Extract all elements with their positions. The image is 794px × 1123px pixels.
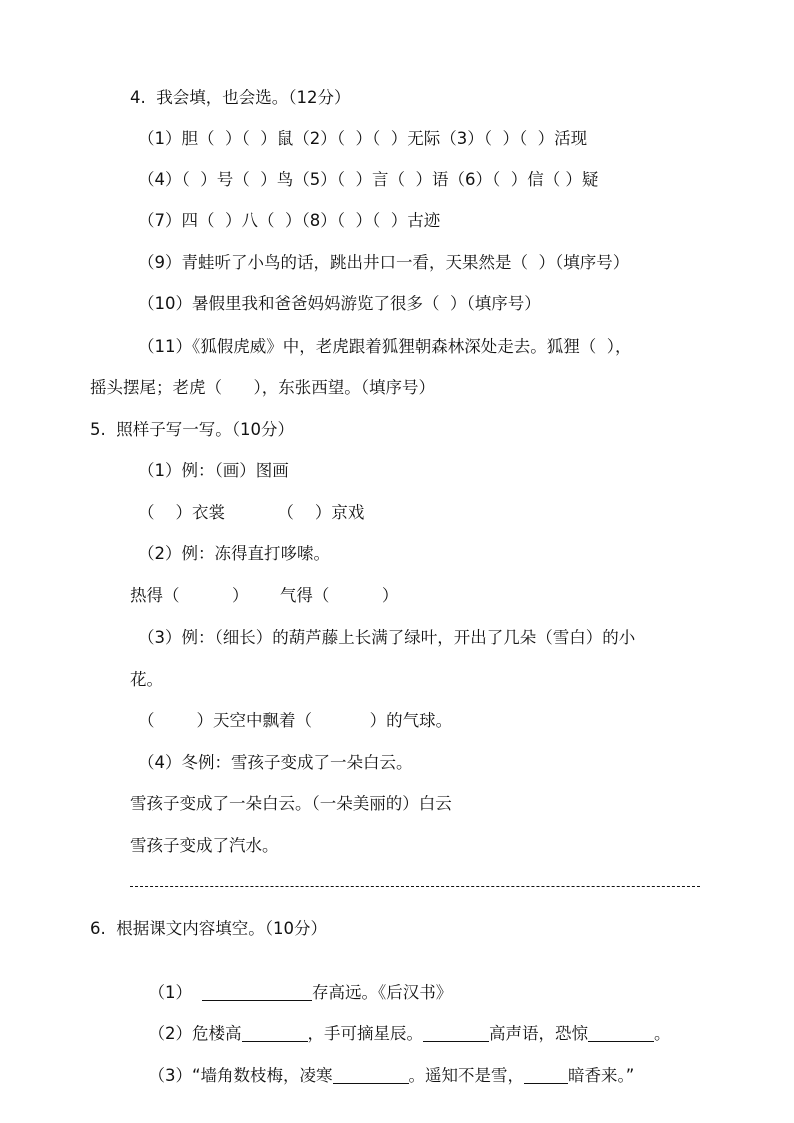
q5-example-2: （2）例：冻得直打哆嗦。 <box>138 544 330 563</box>
q6-item-3-blank-2[interactable] <box>524 1067 568 1084</box>
q5-example-3a: （3）例：（细长）的葫芦藤上长满了绿叶，开出了几朵（雪白）的小 <box>138 628 636 647</box>
q5-example-3b: 花。 <box>130 670 163 689</box>
q4-line-4: （9）青蛙听了小鸟的话，跳出井口一看，天果然是（ ）（填序号） <box>138 253 630 272</box>
q6-item-2-part-d: 。 <box>654 1024 671 1043</box>
q6-item-2 <box>138 1001 671 1045</box>
q5-example-1-answer: （ ）衣裳 （ ）京戏 <box>138 503 365 522</box>
q5-title: 5. 照样子写一写。（10分） <box>90 420 294 439</box>
q6-title: 6. 根据课文内容填空。（10分） <box>90 919 327 938</box>
q6-item-1-text: 存高远。《后汉书》 <box>312 983 453 1002</box>
q5-example-2-answer: 热得（ ） 气得（ ） <box>130 586 399 605</box>
q6-item-3-blank-1[interactable] <box>333 1067 409 1084</box>
q6-item-3-part-a: （3）“墙角数枝梅，凌寒 <box>148 1066 333 1085</box>
q6-item-2-blank-3[interactable] <box>588 1025 654 1042</box>
answer-dashed-line <box>130 886 700 887</box>
q5-example-1: （1）例：（画）图画 <box>138 461 289 480</box>
q5-example-4-line-2: 雪孩子变成了汽水。 <box>130 836 279 855</box>
q4-line-2: （4）（ ）号（ ）鸟（5）（ ）言（ ）语（6）（ ）信（ ）疑 <box>138 170 599 189</box>
q6-item-1-blank[interactable] <box>202 984 312 1001</box>
q4-line-6a: （11）《狐假虎威》中，老虎跟着狐狸朝森林深处走去。狐狸（ ）， <box>138 337 632 356</box>
q4-line-5: （10）暑假里我和爸爸妈妈游览了很多（ ）（填序号） <box>138 294 541 313</box>
q5-example-3-answer: （ ）天空中飘着（ ）的气球。 <box>138 711 453 730</box>
q6-item-2-blank-2[interactable] <box>423 1025 489 1042</box>
q5-example-4-line-1: 雪孩子变成了一朵白云。（一朵美丽的）白云 <box>130 794 452 813</box>
q4-title: 4. 我会填，也会选。（12分） <box>130 88 351 107</box>
q6-item-1 <box>138 960 452 1004</box>
q6-item-3 <box>138 1043 634 1087</box>
q4-line-6b: 摇头摆尾；老虎（ ），东张西望。（填序号） <box>90 378 435 397</box>
q5-example-4: （4）冬例：雪孩子变成了一朵白云。 <box>138 753 413 772</box>
q6-item-2-part-c: 高声语，恐惊 <box>489 1024 588 1043</box>
q4-line-1: （1）胆（ ）（ ）鼠（2）（ ）（ ）无际（3）（ ）（ ）活现 <box>138 129 588 148</box>
q6-item-1-number: （1） <box>148 983 192 1002</box>
q6-item-2-blank-1[interactable] <box>242 1025 308 1042</box>
q6-item-2-part-a: （2）危楼高 <box>148 1024 242 1043</box>
q6-item-3-part-b: 。遥知不是雪， <box>408 1066 525 1085</box>
q6-item-2-part-b: ，手可摘星辰。 <box>307 1024 423 1043</box>
q6-item-3-part-c: 暗香来。” <box>568 1066 635 1085</box>
q4-line-3: （7）四（ ）八（ ）（8）（ ）（ ）古迹 <box>138 211 441 230</box>
